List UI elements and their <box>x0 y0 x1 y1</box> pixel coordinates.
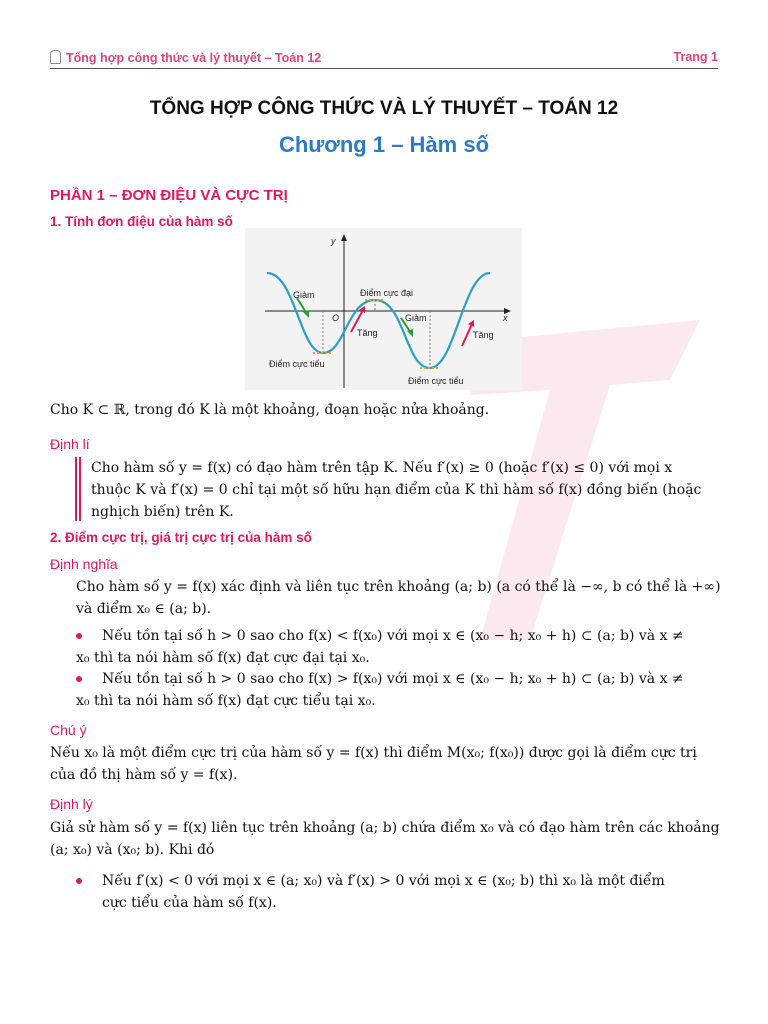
bullet-max <box>76 633 82 639</box>
subset-statement: Cho K ⊂ ℝ, trong đó K là một khoảng, đoạn hoặc nửa khoảng. <box>50 402 490 418</box>
decrease-label-left: Giảm <box>293 290 315 300</box>
header-title: Tổng hợp công thức và lý thuyết – Toán 12 <box>50 50 321 65</box>
page-header <box>50 48 718 69</box>
definition-line-2: và điểm x₀ ∈ (a; b). <box>76 601 212 617</box>
max-condition-line-1: Nếu tồn tại số h > 0 sao cho f(x) < f(x₀) với mọi x ∈ (x₀ − h; x₀ + h) ⊂ (a; b) và x ≠ <box>102 628 684 644</box>
theorem-label: Định lí <box>50 436 90 452</box>
note-line-2: của đồ thị hàm số y = f(x). <box>50 767 238 783</box>
maximum-label: Điểm cực đại <box>360 288 414 298</box>
section-2-heading: 2. Điểm cực trị, giá trị cực trị của hàm số <box>50 530 312 545</box>
increase-label-right: Tăng <box>473 330 494 340</box>
theorem-2-line-2: (a; x₀) và (x₀; b). Khi đó <box>50 842 215 858</box>
theorem-bar-inner <box>79 457 81 521</box>
monotonic-graph-figure <box>245 228 522 390</box>
theorem-line-3: nghịch biến) trên K. <box>91 504 234 520</box>
max-condition-line-2: x₀ thì ta nói hàm số f(x) đạt cực đại tại x₀. <box>76 650 370 666</box>
document-title: TỔNG HỢP CÔNG THỨC VÀ LÝ THUYẾT – TOÁN 12 <box>149 98 619 119</box>
chapter-title: Chương 1 – Hàm số <box>278 132 490 157</box>
theorem-bar <box>75 457 77 521</box>
note-label: Chú ý <box>50 722 87 738</box>
part-heading: PHẦN 1 – ĐƠN ĐIỆU VÀ CỰC TRỊ <box>50 187 288 204</box>
page-number: Trang 1 <box>673 50 718 64</box>
theorem-2-line-1: Giả sử hàm số y = f(x) liên tục trên khoảng (a; b) chứa điểm x₀ và có đạo hàm trên các khoảng <box>50 820 720 836</box>
bullet-min-test <box>76 878 82 884</box>
x-axis-label: x <box>503 313 508 323</box>
origin-label: O <box>332 313 340 323</box>
increase-label-left: Tăng <box>357 328 378 338</box>
min-test-line-2: cực tiểu của hàm số f(x). <box>102 895 277 911</box>
definition-line-1: Cho hàm số y = f(x) xác định và liên tục trên khoảng (a; b) (a có thể là −∞, b có thể là +∞) <box>76 579 721 595</box>
definition-label: Định nghĩa <box>50 556 118 572</box>
theorem-2-label: Định lý <box>50 796 93 812</box>
min-condition-line-2: x₀ thì ta nói hàm số f(x) đạt cực tiểu tại x₀. <box>76 693 376 709</box>
decrease-label-right: Giảm <box>405 313 427 323</box>
min-test-line-1: Nếu f′(x) < 0 với mọi x ∈ (a; x₀) và f′(x) > 0 với mọi x ∈ (x₀; b) thì x₀ là một điểm <box>102 873 665 889</box>
note-line-1: Nếu x₀ là một điểm cực trị của hàm số y = f(x) thì điểm M(x₀; f(x₀)) được gọi là điểm cực trị <box>50 745 697 761</box>
section-1-heading: 1. Tính đơn điệu của hàm số <box>50 214 233 229</box>
minimum-label-left: Điểm cực tiểu <box>269 359 325 369</box>
lightbulb-icon <box>50 50 61 64</box>
min-condition-line-1: Nếu tồn tại số h > 0 sao cho f(x) > f(x₀) với mọi x ∈ (x₀ − h; x₀ + h) ⊂ (a; b) và x ≠ <box>102 671 684 687</box>
minimum-label-right: Điểm cực tiểu <box>408 376 464 386</box>
theorem-line-1: Cho hàm số y = f(x) có đạo hàm trên tập K. Nếu f′(x) ≥ 0 (hoặc f′(x) ≤ 0) với mọi x <box>91 460 673 476</box>
y-axis-label: y <box>331 236 336 246</box>
theorem-line-2: thuộc K và f′(x) = 0 chỉ tại một số hữu hạn điểm của K thì hàm số f(x) đồng biến (hoặc <box>91 482 702 498</box>
bullet-min <box>76 676 82 682</box>
